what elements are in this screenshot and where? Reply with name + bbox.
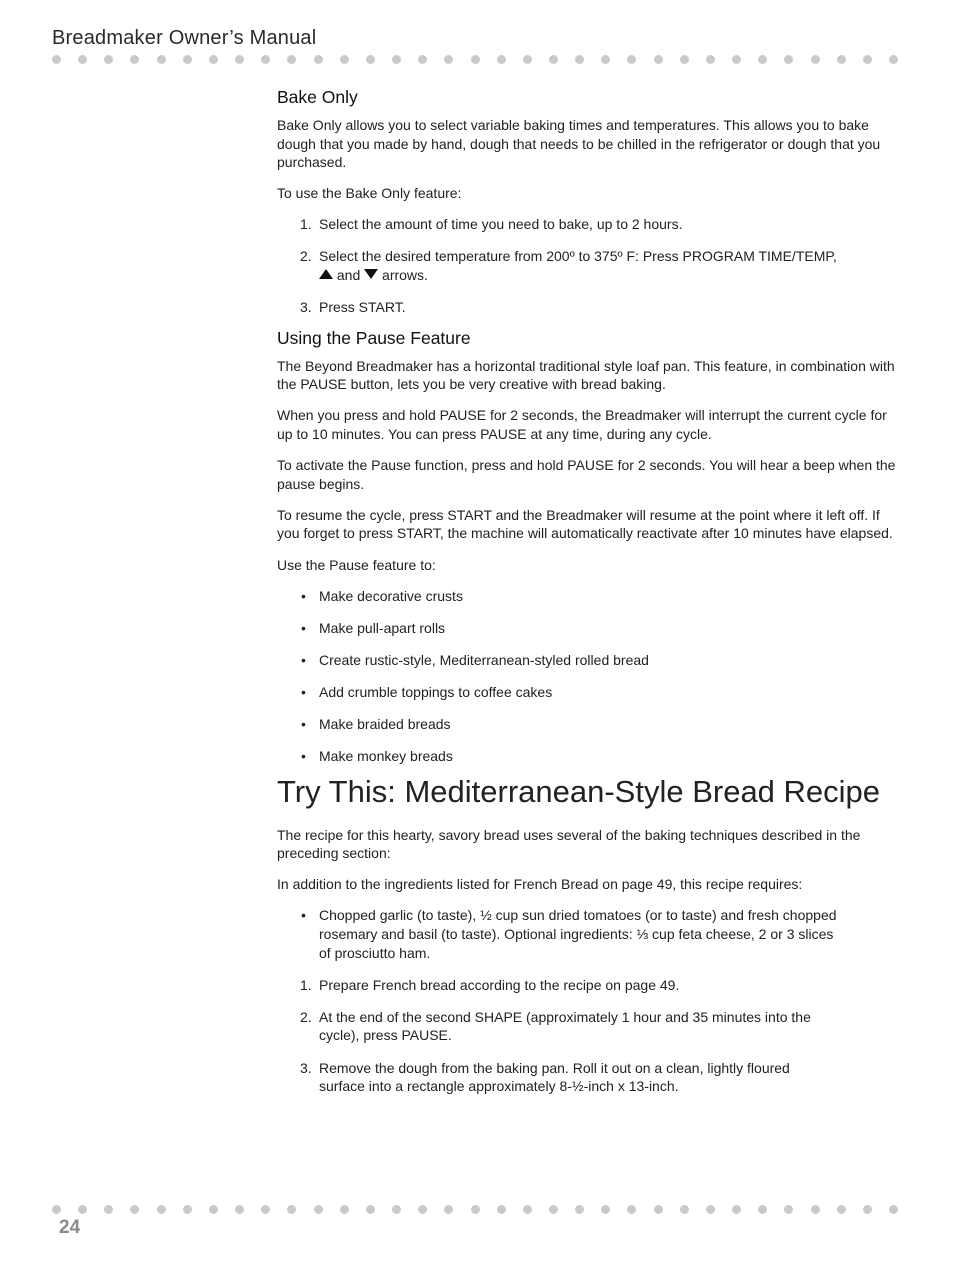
pause-heading: Using the Pause Feature	[277, 327, 471, 348]
list-item	[277, 747, 897, 766]
step-text: and	[336, 267, 361, 284]
step-text: Press START.	[319, 299, 406, 316]
recipe-ingredients-list	[277, 906, 897, 962]
list-item	[277, 1008, 897, 1045]
list-item	[277, 651, 897, 670]
recipe-paragraph: In addition to the ingredients listed for French Bread on page 49, this recipe requires:	[277, 876, 803, 893]
list-item	[277, 1059, 897, 1096]
top-dot-divider	[52, 54, 898, 64]
list-item	[277, 976, 897, 995]
list-item	[277, 247, 897, 284]
bake-only-intro: Bake Only allows you to select variable baking times and temperatures. This allows you to bake dough that you made by hand, dough that needs to be chilled in the refrigerator or dough that you purchased.	[277, 117, 881, 171]
list-item-text: Make decorative crusts	[319, 587, 463, 604]
step-number: 3.	[300, 299, 312, 316]
up-arrow-icon	[319, 269, 333, 279]
list-item-text: Create rustic-style, Mediterranean-styled rolled bread	[319, 651, 649, 668]
pause-paragraph: Use the Pause feature to:	[277, 556, 436, 573]
step-text: Select the amount of time you need to bake, up to 2 hours.	[319, 216, 683, 233]
bullet: •	[301, 715, 306, 732]
step-text: arrows.	[382, 267, 428, 284]
step-number: 2.	[300, 1008, 312, 1025]
pause-uses-list	[277, 587, 897, 766]
list-item	[277, 683, 897, 702]
step-number: 3.	[300, 1059, 312, 1076]
step-number: 1.	[300, 976, 312, 993]
bottom-dot-divider	[52, 1204, 898, 1214]
list-item	[277, 298, 897, 317]
step-text: At the end of the second SHAPE (approximately 1 hour and 35 minutes into the cycle), press PAUSE.	[319, 1008, 811, 1044]
bullet: •	[301, 683, 306, 700]
list-item-text: Make monkey breads	[319, 748, 453, 765]
list-item-text: Make braided breads	[319, 715, 451, 732]
recipe-paragraph: The recipe for this hearty, savory bread uses several of the baking techniques described in the preceding section:	[277, 826, 861, 862]
list-item	[277, 619, 897, 638]
recipe-steps	[277, 976, 897, 1096]
bullet: •	[301, 748, 306, 765]
pause-paragraph: To activate the Pause function, press and hold PAUSE for 2 seconds. You will hear a beep when the pause begins.	[277, 457, 896, 492]
bake-only-lead: To use the Bake Only feature:	[277, 185, 462, 202]
page-number: 24	[59, 1217, 81, 1238]
list-item	[277, 906, 897, 962]
recipe-heading: Try This: Mediterranean-Style Bread Recipe	[277, 773, 881, 809]
down-arrow-icon	[364, 269, 378, 279]
bake-only-heading: Bake Only	[277, 87, 358, 107]
step-text: Select the desired temperature from 200º to 375º F: Press PROGRAM TIME/TEMP,	[319, 248, 837, 265]
pause-paragraph: The Beyond Breadmaker has a horizontal traditional style loaf pan. This feature, in combination with the PAUSE button, lets you be very creative with bread baking.	[277, 357, 895, 393]
list-item	[277, 215, 897, 234]
bullet: •	[301, 651, 306, 668]
list-item-text: Chopped garlic (to taste), ½ cup sun dried tomatoes (or to taste) and fresh chopped rosemary and basil (to taste). Optional ingredients: ⅓ cup feta cheese, 2 or 3 slices of prosciutto ham.	[319, 907, 837, 961]
list-item	[277, 715, 897, 734]
list-item	[277, 587, 897, 606]
bullet: •	[301, 619, 306, 636]
page-content	[277, 86, 897, 1109]
pause-paragraph: When you press and hold PAUSE for 2 seconds, the Breadmaker will interrupt the current cycle for up to 10 minutes. You can press PAUSE at any time, during any cycle.	[277, 407, 887, 443]
step-text: Prepare French bread according to the recipe on page 49.	[319, 976, 680, 993]
pause-paragraph: To resume the cycle, press START and the Breadmaker will resume at the point where it left off. If you forget to press START, the machine will automatically reactivate after 10 minutes have elapsed.	[277, 506, 893, 542]
page-header-title: Breadmaker Owner’s Manual	[52, 27, 317, 49]
bullet: •	[301, 587, 306, 604]
step-text: Remove the dough from the baking pan. Roll it out on a clean, lightly floured surface into a rectangle approximately 8-½-inch x 13-inch.	[319, 1059, 790, 1095]
step-number: 2.	[300, 248, 312, 265]
step-number: 1.	[300, 216, 312, 233]
list-item-text: Add crumble toppings to coffee cakes	[319, 683, 553, 700]
bake-only-steps	[277, 215, 897, 316]
list-item-text: Make pull-apart rolls	[319, 619, 446, 636]
bullet: •	[301, 907, 306, 924]
